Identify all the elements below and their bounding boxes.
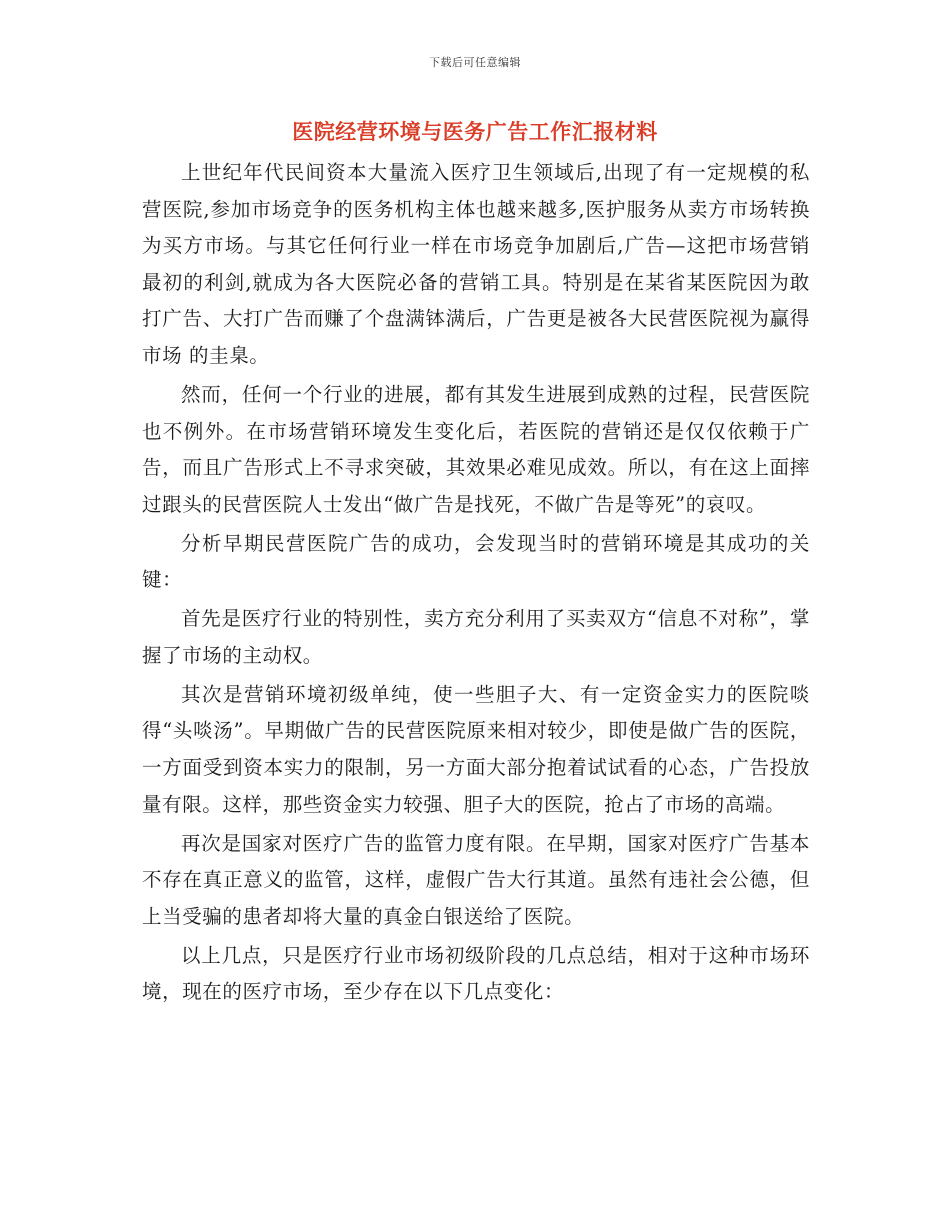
paragraph-2: 然而，任何一个行业的进展，都有其发生进展到成熟的过程，民营医院也不例外。在市场营销环境发生变化后，若医院的营销还是仅仅依赖于广告，而且广告形式上不寻求突破，其效果必难见成效。所以，有在这上面摔过跟头的民营医院人士发出“做广告是找死，不做广告是等死”的哀叹。: [142, 382, 810, 516]
paragraph-4: 首先是医疗行业的特别性，卖方充分利用了买卖双方“信息不对称”，掌握了市场的主动权。: [142, 607, 810, 667]
paragraph-1: 上世纪年代民间资本大量流入医疗卫生领域后,出现了有一定规模的私营医院,参加市场竞争的医务机构主体也越来越多,医护服务从卖方市场转换为买方市场。与其它任何行业一样在市场竞争加剧后,广告—这把市场营销最初的利剑,就成为各大医院必备的营销工具。特别是在某省某医院因为敢打广告、大打广告而赚了个盘满钵满后，广告更是被各大民营医院视为赢得市场 的圭臬。: [142, 161, 810, 367]
document-title: 医院经营环境与医务广告工作汇报材料: [292, 120, 658, 144]
paragraph-3: 分析早期民营医院广告的成功，会发现当时的营销环境是其成功的关键：: [142, 531, 810, 592]
paragraph-6: 再次是国家对医疗广告的监管力度有限。在早期，国家对医疗广告基本不存在真正意义的监管，这样，虚假广告大行其道。虽然有违社会公德，但上当受骗的患者却将大量的真金白银送给了医院。: [142, 831, 810, 928]
paragraph-5: 其次是营销环境初级单纯，使一些胆子大、有一定资金实力的医院啖得“头啖汤”。早期做广告的民营医院原来相对较少，即使是做广告的医院，一方面受到资本实力的限制，另一方面大部分抱着试试看的心态，广告投放量有限。这样，那些资金实力较强、胆子大的医院，抢占了市场的高端。: [142, 682, 810, 816]
document-body: [142, 155, 810, 1013]
page-header: 下载后可任意编辑: [429, 56, 521, 69]
paragraph-7: 以上几点，只是医疗行业市场初级阶段的几点总结，相对于这种市场环境，现在的医疗市场，至少存在以下几点变化：: [142, 943, 810, 1004]
